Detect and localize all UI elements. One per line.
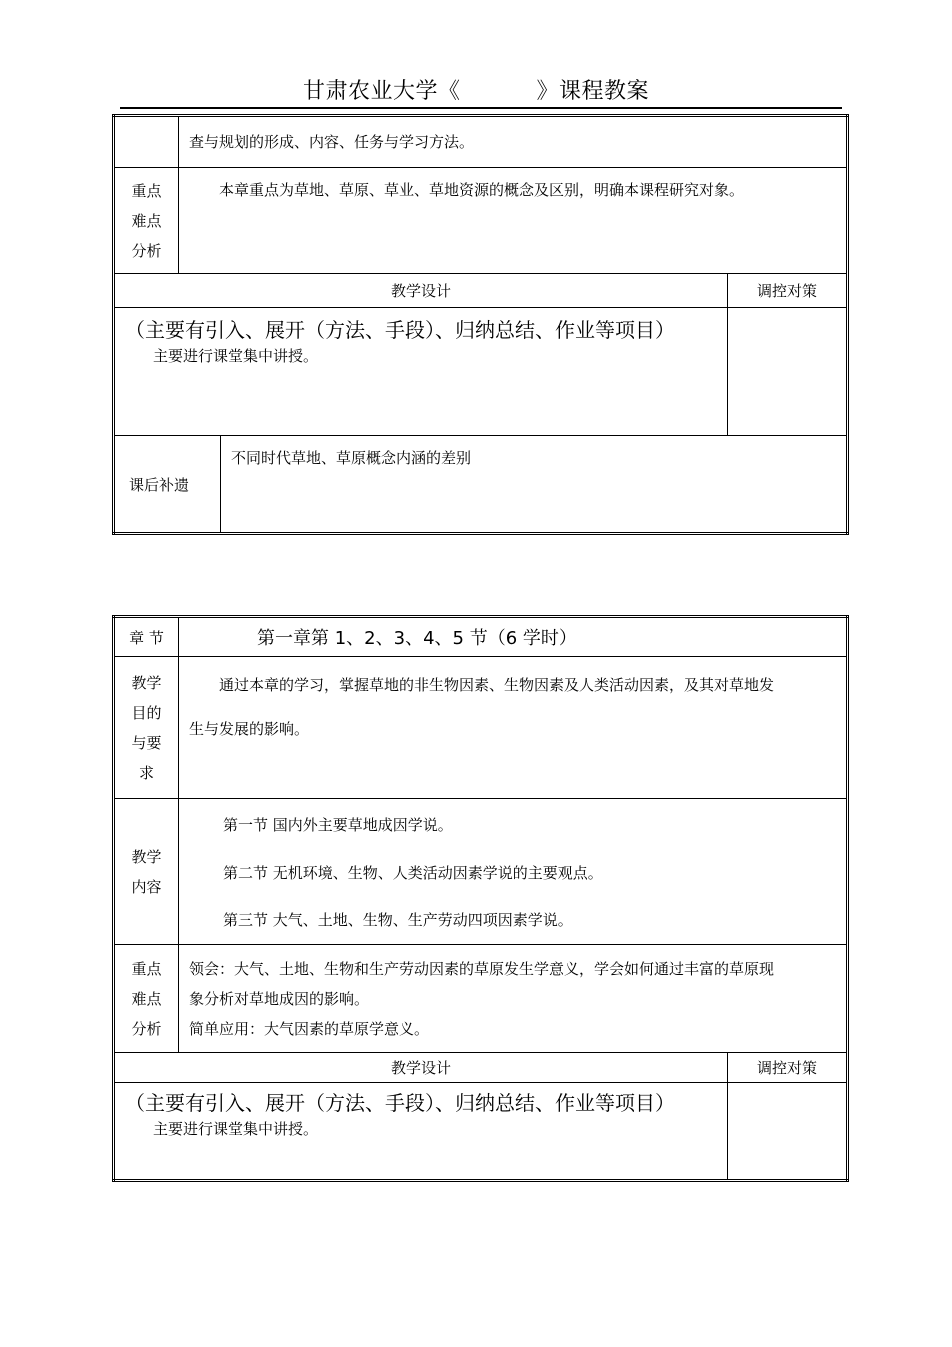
key-label-line-2: 难点 — [131, 211, 162, 230]
key-label-line-1: 重点 — [131, 181, 162, 200]
control2-label: 调控对策 — [728, 1053, 848, 1083]
key2-line-3: 简单应用：大气因素的草原学意义。 — [189, 1019, 430, 1038]
key-points-text — [179, 168, 848, 274]
content-text — [179, 799, 848, 945]
goal-text-line-1: 通过本章的学习，掌握草地的非生物因素、生物因素及人类活动因素，及其对草地发 — [219, 676, 775, 694]
goal-label-line-1: 教学 — [131, 673, 162, 692]
key2-label-line-2: 难点 — [131, 989, 162, 1008]
page-title — [0, 74, 952, 105]
content-item-1: 第一节 国内外主要草地成因学说。 — [223, 815, 453, 834]
control-content — [728, 308, 848, 436]
goal-text — [179, 657, 848, 799]
page-title-suffix: 》课程教案 — [536, 79, 650, 104]
header-rule — [120, 107, 842, 109]
design2-label: 教学设计 — [114, 1053, 728, 1083]
goal-label-line-2: 目的 — [131, 703, 162, 722]
control2-content — [728, 1083, 848, 1181]
goal-label-line-3: 与要 — [131, 733, 162, 752]
key-points-label — [114, 168, 179, 274]
key2-label — [114, 945, 179, 1053]
page-title-prefix: 甘肃农业大学《 — [302, 79, 461, 104]
goal-label — [114, 657, 179, 799]
design-content — [114, 308, 728, 436]
key2-label-line-1: 重点 — [131, 959, 162, 978]
after-class-text: 不同时代草地、草原概念内涵的差别 — [221, 436, 848, 534]
control-label: 调控对策 — [728, 274, 848, 308]
design2-heading: （主要有引入、展开（方法、手段）、归纳总结、作业等项目） — [125, 1091, 675, 1115]
goal-label-line-4: 求 — [138, 763, 154, 782]
lesson-table-1 — [112, 114, 849, 535]
design2-content — [114, 1083, 728, 1181]
content-label-line-1: 教学 — [131, 847, 162, 866]
key2-label-line-3: 分析 — [131, 1019, 162, 1038]
content-label-line-2: 内容 — [131, 877, 162, 896]
row1-label-cell — [114, 116, 179, 168]
content-item-2: 第二节 无机环境、生物、人类活动因素学说的主要观点。 — [223, 863, 603, 882]
chapter-label: 章 节 — [114, 617, 179, 657]
key2-text — [179, 945, 848, 1053]
key2-line-1: 领会：大气、土地、生物和生产劳动因素的草原发生学意义，学会如何通过丰富的草原现 — [189, 959, 775, 978]
lesson-table-2 — [112, 615, 849, 1182]
content-item-3: 第三节 大气、土地、生物、生产劳动四项因素学说。 — [223, 910, 573, 929]
key-label-line-3: 分析 — [131, 241, 162, 260]
after-class-label: 课后补遗 — [114, 436, 221, 534]
design-heading: （主要有引入、展开（方法、手段）、归纳总结、作业等项目） — [125, 318, 675, 342]
content-label — [114, 799, 179, 945]
design2-body: 主要进行课堂集中讲授。 — [153, 1120, 319, 1138]
row1-text: 查与规划的形成、内容、任务与学习方法。 — [179, 116, 848, 168]
design-body: 主要进行课堂集中讲授。 — [153, 347, 319, 365]
key2-line-2: 象分析对草地成因的影响。 — [189, 989, 370, 1008]
key-points-line: 本章重点为草地、草原、草业、草地资源的概念及区别，明确本课程研究对象。 — [219, 181, 745, 199]
chapter-text: 第一章第 1、2、3、4、5 节（6 学时） — [179, 617, 848, 657]
design-label: 教学设计 — [114, 274, 728, 308]
goal-text-line-2: 生与发展的影响。 — [189, 720, 310, 738]
